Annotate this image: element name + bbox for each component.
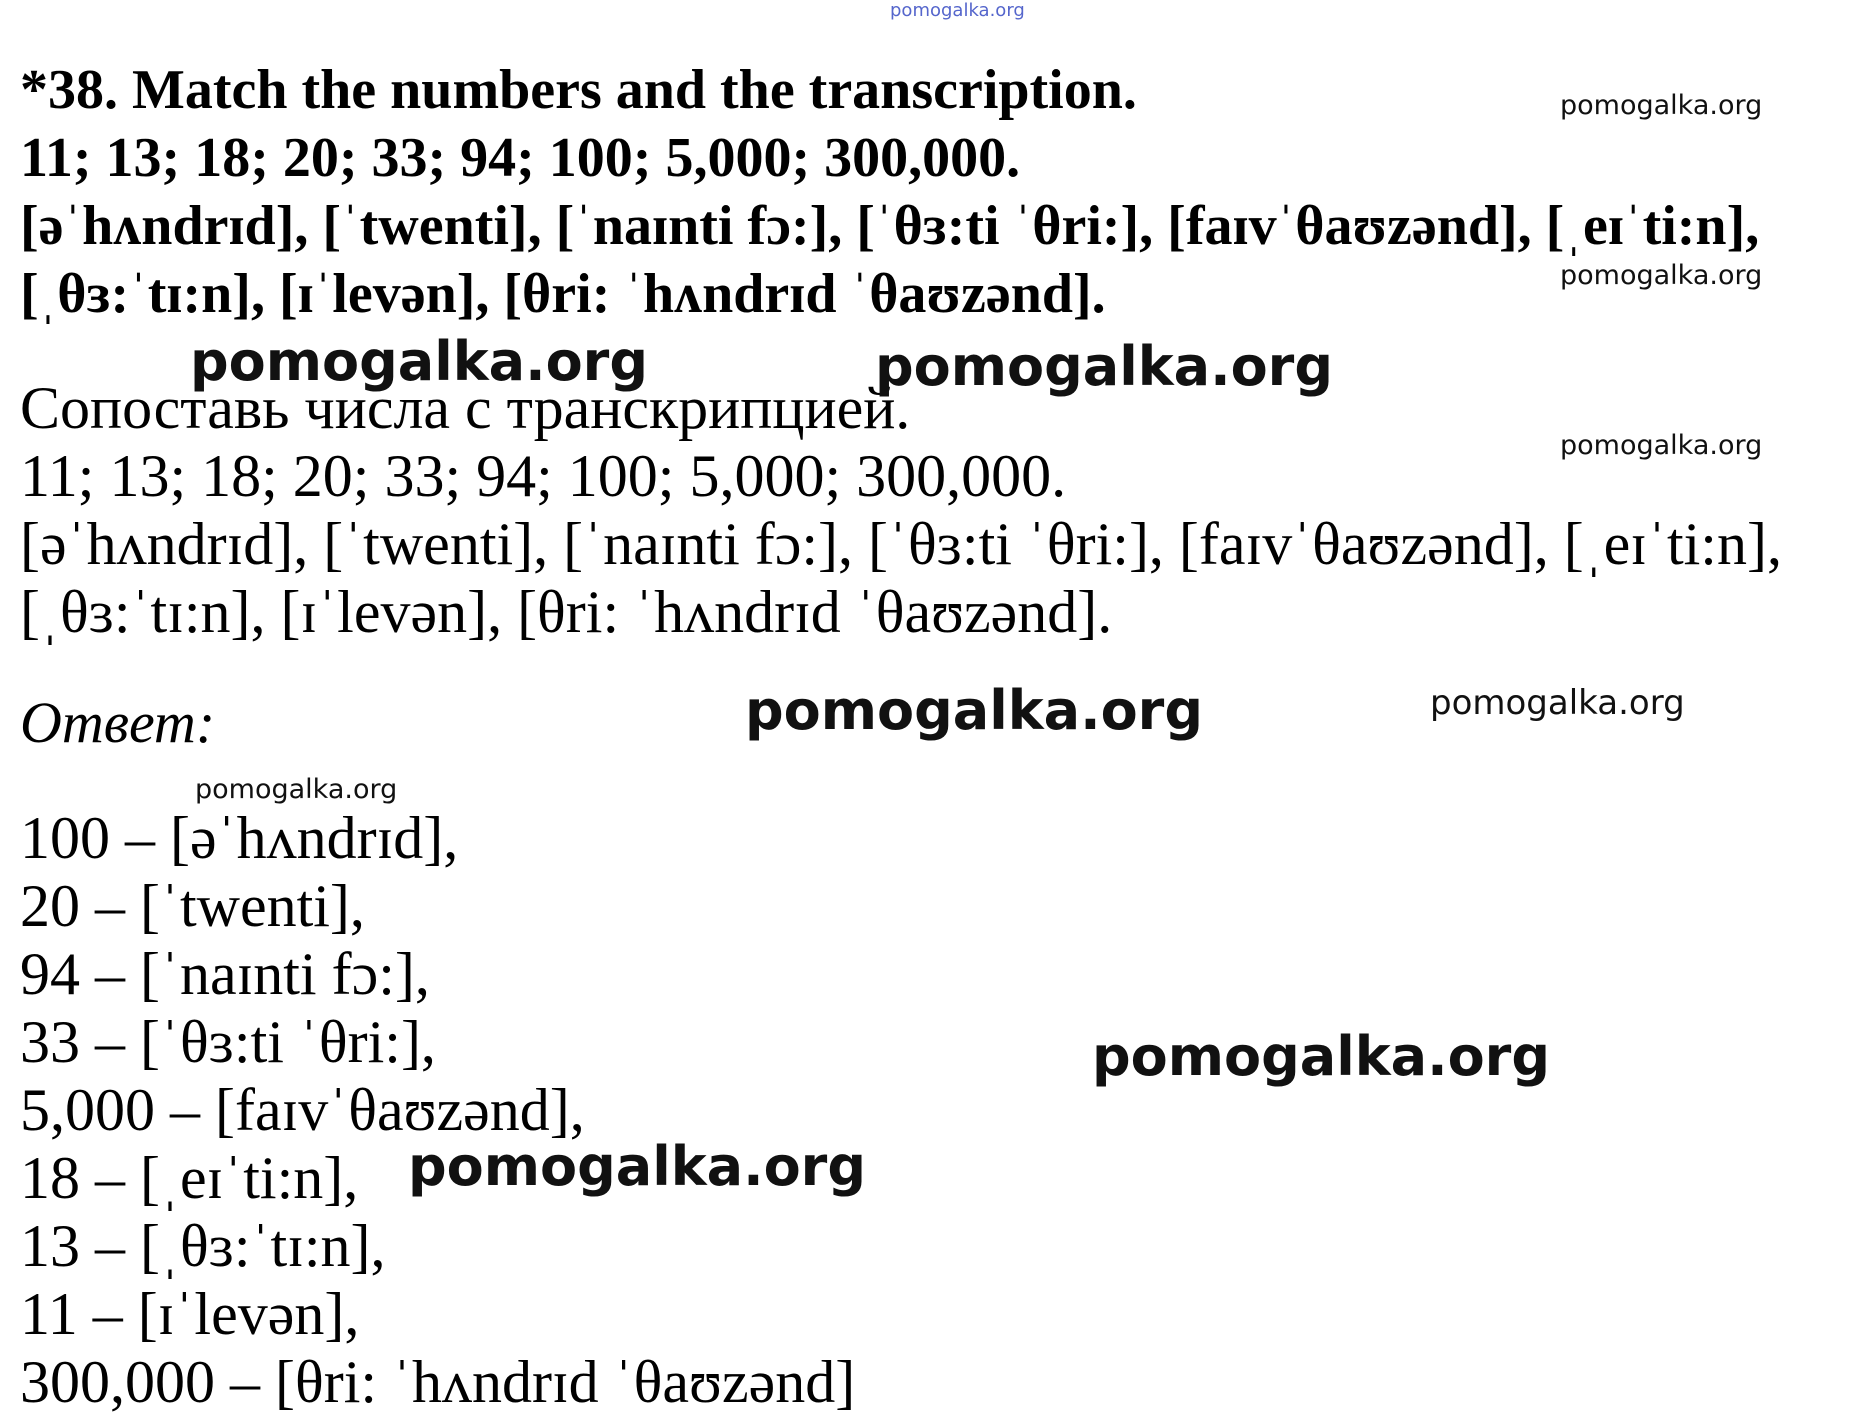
answer-item: 13 – [ˌθɜ:ˈtɪ:n], — [20, 1213, 386, 1279]
watermark: pomogalka.org — [1560, 90, 1763, 121]
exercise-title: *38. Match the numbers and the transcription. — [20, 59, 1137, 121]
watermark: pomogalka.org — [195, 774, 398, 805]
watermark: pomogalka.org — [1560, 260, 1763, 291]
russian-numbers-list: 11; 13; 18; 20; 33; 94; 100; 5,000; 300,000. — [20, 443, 1067, 509]
watermark: pomogalka.org — [875, 335, 1333, 398]
answer-item: 11 – [ɪˈlevən], — [20, 1281, 360, 1347]
watermark: pomogalka.org — [890, 0, 1025, 21]
russian-instruction: Сопоставь числа с транскрипцией. — [20, 375, 911, 441]
watermark: pomogalka.org — [408, 1135, 866, 1198]
answer-item: 5,000 – [faɪvˈθaʊzənd], — [20, 1077, 585, 1143]
russian-transcriptions-line-2: [ˌθɜ:ˈtɪ:n], [ɪˈlevən], [θri: ˈhʌndrɪd ˈθaʊzənd]. — [20, 579, 1113, 645]
answer-item: 20 – [ˈtwenti], — [20, 873, 365, 939]
answer-item: 100 – [əˈhʌndrɪd], — [20, 805, 459, 871]
answer-item: 18 – [ˌeɪˈti:n], — [20, 1145, 359, 1211]
watermark: pomogalka.org — [1560, 430, 1763, 461]
watermark: pomogalka.org — [1430, 683, 1685, 723]
transcriptions-line-1: [əˈhʌndrɪd], [ˈtwenti], [ˈnaɪnti fɔ:], [ˈθɜ:ti ˈθri:], [faɪvˈθaʊzənd], [ˌeɪˈti:n], — [20, 195, 1760, 257]
numbers-list: 11; 13; 18; 20; 33; 94; 100; 5,000; 300,000. — [20, 127, 1021, 189]
transcriptions-line-2: [ˌθɜ:ˈtɪ:n], [ɪˈlevən], [θri: ˈhʌndrɪd ˈθaʊzənd]. — [20, 263, 1106, 325]
answer-item: 94 – [ˈnaɪnti fɔ:], — [20, 941, 430, 1007]
watermark: pomogalka.org — [745, 679, 1203, 742]
answer-item: 300,000 – [θri: ˈhʌndrɪd ˈθaʊzənd] — [20, 1349, 856, 1415]
russian-transcriptions-line-1: [əˈhʌndrɪd], [ˈtwenti], [ˈnaɪnti fɔ:], [ˈθɜ:ti ˈθri:], [faɪvˈθaʊzənd], [ˌeɪˈti:n], — [20, 511, 1782, 577]
watermark: pomogalka.org — [1092, 1025, 1550, 1088]
answer-label: Ответ: — [20, 690, 216, 755]
answer-item: 33 – [ˈθɜ:ti ˈθri:], — [20, 1009, 436, 1075]
watermark: pomogalka.org — [190, 330, 648, 393]
